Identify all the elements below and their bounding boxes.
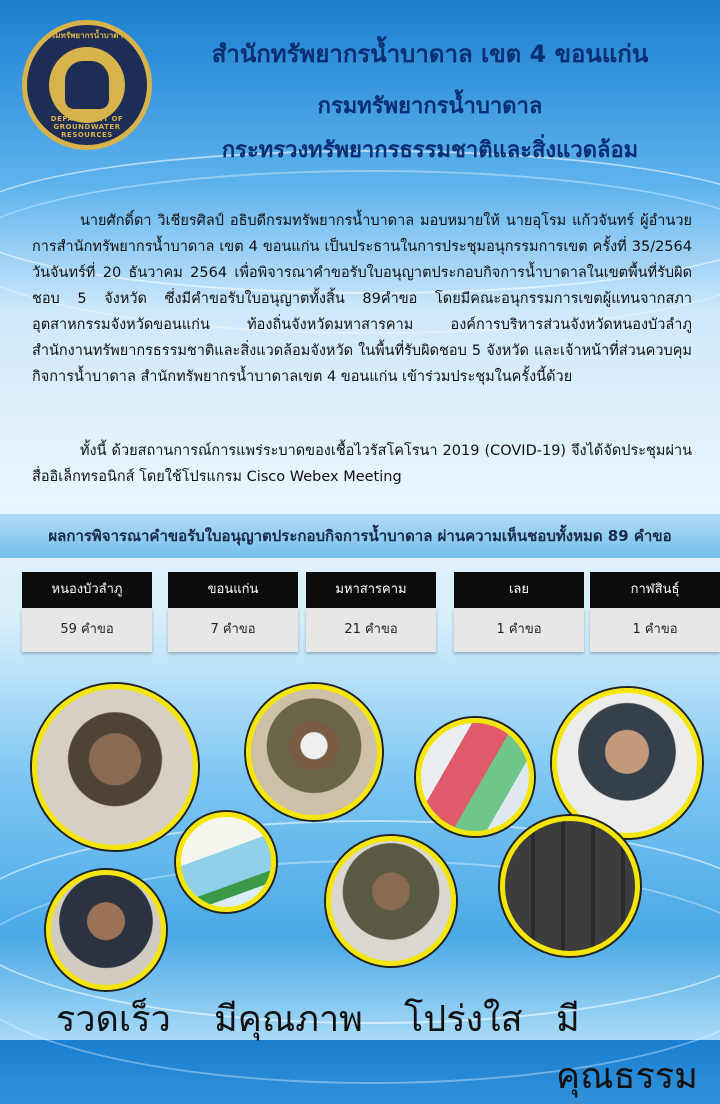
logo-emblem xyxy=(49,47,125,123)
province-name: หนองบัวลำภู xyxy=(22,572,152,608)
department-logo xyxy=(22,20,152,150)
meeting-photo-presentation-screen xyxy=(176,812,276,912)
province-name: มหาสารคาม xyxy=(306,572,436,608)
news-paragraph-2: ทั้งนี้ ด้วยสถานการณ์การแพร่ระบาดของเชื้อไวรัสโคโรนา 2019 (COVID-19) จึงได้จัดประชุมผ่านสื่ออิเล็กทรอนิกส์ โดยใช้โปรแกรม Cisco Webex Meeting xyxy=(32,443,692,485)
province-name: กาฬสินธุ์ xyxy=(590,572,720,608)
slogan-transparent: โปร่งใส xyxy=(404,999,523,1040)
slogan-fast: รวดเร็ว xyxy=(56,999,171,1040)
results-banner: ผลการพิจารณาคำขอรับใบอนุญาตประกอบกิจการน้ำบาดาล ผ่านความเห็นชอบทั้งหมด 89 คำขอ xyxy=(0,514,720,558)
province-card xyxy=(306,572,436,652)
logo-bottom-text: DEPARTMENT OF GROUNDWATER RESOURCES xyxy=(50,115,124,139)
province-card xyxy=(590,572,720,652)
meeting-photo-video-grid xyxy=(500,816,640,956)
meeting-photo-map-screen xyxy=(416,718,534,836)
page-subtitle-department: กรมทรัพยากรน้ำบาดาล xyxy=(317,94,543,119)
province-card xyxy=(22,572,152,652)
logo-emblem-figure xyxy=(65,61,109,109)
logo-top-text: กรมทรัพยากรน้ำบาดาล xyxy=(46,31,128,40)
province-card xyxy=(168,572,298,652)
province-count: 1 คำขอ xyxy=(590,608,720,652)
province-card xyxy=(454,572,584,652)
province-count: 21 คำขอ xyxy=(306,608,436,652)
meeting-photo-chairman xyxy=(32,684,198,850)
news-paragraph-1: นายศักดิ์ดา วิเชียรศิลป์ อธิบดีกรมทรัพยากรน้ำบาดาล มอบหมายให้ นายอุโรม แก้วจันทร์ ผู้อำนวยการสำนักทรัพยากรน้ำบาดาล เขต 4 ขอนแก่น เป็นประธานในการประชุมอนุกรรมการเขต ครั้งที่ 35/2564 วันจันทร์ที่ 20 ธันวาคม 2564 เพื่อพิจารณาคำขอรับใบอนุญาตประกอบกิจการน้ำบาดาลในเขตพื้นที่รับผิดชอบ 5 จังหวัด ซึ่งมีคำขอรับใบอนุญาตทั้งสิ้น 89คำขอ โดยมีคณะอนุกรรมการเขตผู้แทนจากสภาอุตสาหกรรมจังหวัดขอนแก่น ท้องถิ่นจังหวัดมหาสารคาม องค์การบริหารส่วนจังหวัดหนองบัวลำภู สำนักงานทรัพยากรธรรมชาติและสิ่งแวดล้อมจังหวัด ในพื้นที่รับผิดชอบ 5 จังหวัด และเจ้าหน้าที่ส่วนควบคุมกิจการน้ำบาดาล สำนักทรัพยากรน้ำบาดาลเขต 4 ขอนแก่น เข้าร่วมประชุมในครั้งนี้ด้วย xyxy=(32,213,692,385)
page-subtitle-ministry: กระทรวงทรัพยากรธรรมชาติและสิ่งแวดล้อม xyxy=(221,138,639,163)
meeting-photo-uniformed-officer xyxy=(326,836,456,966)
meeting-photo-officer-mask xyxy=(246,684,382,820)
province-count: 59 คำขอ xyxy=(22,608,152,652)
province-name: ขอนแก่น xyxy=(168,572,298,608)
province-name: เลย xyxy=(454,572,584,608)
province-count: 7 คำขอ xyxy=(168,608,298,652)
slogan-quality: มีคุณภาพ xyxy=(214,999,363,1040)
slogan-ethical: มีคุณธรรม xyxy=(556,999,698,1097)
province-count: 1 คำขอ xyxy=(454,608,584,652)
meeting-photo-member xyxy=(46,870,166,990)
page-title: สำนักทรัพยากรน้ำบาดาล เขต 4 ขอนแก่น xyxy=(211,40,649,68)
